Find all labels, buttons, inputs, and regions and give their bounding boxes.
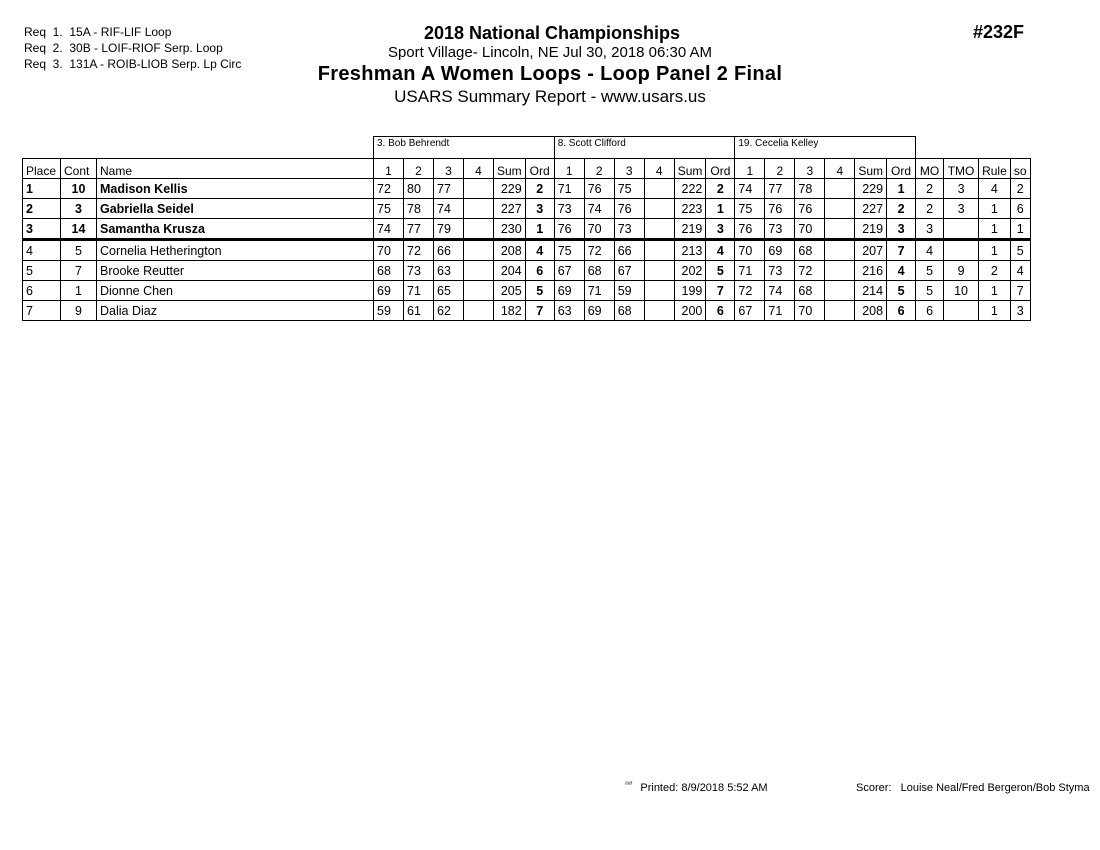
result-row <box>23 240 1031 261</box>
score-cell <box>464 240 494 261</box>
ordinal-cell: 4 <box>706 240 735 261</box>
score-cell: 76 <box>614 199 644 219</box>
score-cell: 72 <box>735 281 765 301</box>
score-cell: 72 <box>374 179 404 199</box>
score-cell <box>944 301 979 321</box>
score-cell: 1 <box>979 199 1011 219</box>
ordinal-cell: 5 <box>525 281 554 301</box>
results-table <box>22 136 1031 321</box>
sum-cell: 219 <box>855 219 887 240</box>
column-header: Rule <box>979 159 1011 179</box>
judge-name: 8. Scott Clifford <box>554 137 735 159</box>
ordinal-cell: 3 <box>525 199 554 219</box>
score-cell: 74 <box>735 179 765 199</box>
column-header: Name <box>97 159 374 179</box>
score-cell: 5 <box>916 261 944 281</box>
score-cell: 69 <box>584 301 614 321</box>
score-cell: 70 <box>795 219 825 240</box>
score-cell <box>825 199 855 219</box>
score-cell: 5 <box>916 281 944 301</box>
report-mark: ²³²ᶠ <box>625 782 633 788</box>
skater-name: Brooke Reutter <box>97 261 374 281</box>
score-cell: 1 <box>979 281 1011 301</box>
column-header: Sum <box>494 159 526 179</box>
score-cell: 71 <box>735 261 765 281</box>
contestant-cell: 1 <box>61 281 97 301</box>
sum-cell: 222 <box>674 179 706 199</box>
contestant-cell: 7 <box>61 261 97 281</box>
sum-cell: 227 <box>855 199 887 219</box>
score-cell: 77 <box>404 219 434 240</box>
score-cell: 69 <box>554 281 584 301</box>
column-header: TMO <box>944 159 979 179</box>
score-cell: 70 <box>795 301 825 321</box>
score-cell: 68 <box>614 301 644 321</box>
score-cell: 69 <box>765 240 795 261</box>
score-cell: 3 <box>916 219 944 240</box>
score-cell <box>464 301 494 321</box>
ordinal-cell: 4 <box>525 240 554 261</box>
score-cell: 63 <box>434 261 464 281</box>
score-cell <box>464 179 494 199</box>
score-cell <box>825 240 855 261</box>
column-header: 4 <box>464 159 494 179</box>
score-cell: 74 <box>374 219 404 240</box>
column-header: 4 <box>825 159 855 179</box>
column-header: 1 <box>735 159 765 179</box>
result-row <box>23 179 1031 199</box>
score-cell <box>944 219 979 240</box>
score-cell: 61 <box>404 301 434 321</box>
score-cell: 68 <box>795 281 825 301</box>
score-cell <box>644 240 674 261</box>
place-cell: 6 <box>23 281 61 301</box>
ordinal-cell: 2 <box>887 199 916 219</box>
score-cell: 59 <box>614 281 644 301</box>
score-cell <box>825 301 855 321</box>
venue-datetime: Sport Village- Lincoln, NE Jul 30, 2018 06:30 AM <box>387 44 713 61</box>
score-cell: 4 <box>916 240 944 261</box>
column-header: 4 <box>644 159 674 179</box>
score-cell: 76 <box>795 199 825 219</box>
score-cell: 74 <box>434 199 464 219</box>
skater-name: Cornelia Hetherington <box>97 240 374 261</box>
result-row <box>23 199 1031 219</box>
score-cell: 71 <box>765 301 795 321</box>
result-row <box>23 301 1031 321</box>
place-cell: 7 <box>23 301 61 321</box>
score-cell: 70 <box>374 240 404 261</box>
score-cell: 63 <box>554 301 584 321</box>
column-header: Ord <box>706 159 735 179</box>
score-cell: 75 <box>554 240 584 261</box>
column-header: 3 <box>434 159 464 179</box>
skater-name: Gabriella Seidel <box>97 199 374 219</box>
score-cell: 73 <box>765 261 795 281</box>
score-cell: 76 <box>735 219 765 240</box>
ordinal-cell: 2 <box>525 179 554 199</box>
judge-header-spacer <box>916 137 1031 159</box>
ordinal-cell: 5 <box>706 261 735 281</box>
column-header: so <box>1010 159 1030 179</box>
result-row <box>23 281 1031 301</box>
ordinal-cell: 7 <box>887 240 916 261</box>
score-cell <box>944 240 979 261</box>
ordinal-cell: 2 <box>706 179 735 199</box>
score-cell: 6 <box>1010 199 1030 219</box>
score-cell: 7 <box>1010 281 1030 301</box>
column-header: 3 <box>795 159 825 179</box>
sum-cell: 229 <box>855 179 887 199</box>
place-cell: 2 <box>23 199 61 219</box>
score-cell: 5 <box>1010 240 1030 261</box>
score-cell: 4 <box>979 179 1011 199</box>
skater-name: Dalia Diaz <box>97 301 374 321</box>
score-cell: 70 <box>735 240 765 261</box>
sum-cell: 202 <box>674 261 706 281</box>
score-cell <box>644 199 674 219</box>
score-cell: 67 <box>614 261 644 281</box>
score-cell: 77 <box>765 179 795 199</box>
ordinal-cell: 7 <box>706 281 735 301</box>
score-cell <box>644 179 674 199</box>
contestant-cell: 9 <box>61 301 97 321</box>
column-header-row <box>23 159 1031 179</box>
ordinal-cell: 3 <box>706 219 735 240</box>
score-cell <box>825 281 855 301</box>
score-cell: 2 <box>1010 179 1030 199</box>
score-cell: 65 <box>434 281 464 301</box>
ordinal-cell: 6 <box>706 301 735 321</box>
score-cell: 4 <box>1010 261 1030 281</box>
score-cell <box>644 301 674 321</box>
score-cell: 70 <box>584 219 614 240</box>
contestant-cell: 14 <box>61 219 97 240</box>
score-cell: 2 <box>979 261 1011 281</box>
score-cell <box>464 219 494 240</box>
judge-header-spacer <box>23 137 374 159</box>
score-cell: 67 <box>554 261 584 281</box>
scorer-list: Scorer: Louise Neal/Fred Bergeron/Bob Styma <box>856 782 1090 794</box>
score-cell: 74 <box>584 199 614 219</box>
score-cell: 71 <box>554 179 584 199</box>
score-cell: 77 <box>434 179 464 199</box>
score-cell: 73 <box>614 219 644 240</box>
place-cell: 1 <box>23 179 61 199</box>
report-id: #232F <box>972 22 1024 42</box>
sum-cell: 208 <box>494 240 526 261</box>
column-header: MO <box>916 159 944 179</box>
result-row <box>23 219 1031 240</box>
requirement-3: Req 3. 131A - ROIB-LIOB Serp. Lp Circ <box>24 57 242 71</box>
score-cell <box>644 261 674 281</box>
report-header <box>0 22 1100 108</box>
competition-title: Freshman A Women Loops - Loop Panel 2 Final <box>317 63 783 85</box>
ordinal-cell: 3 <box>887 219 916 240</box>
skater-name: Madison Kellis <box>97 179 374 199</box>
ordinal-cell: 5 <box>887 281 916 301</box>
sum-cell: 207 <box>855 240 887 261</box>
score-cell: 10 <box>944 281 979 301</box>
ordinal-cell: 1 <box>525 219 554 240</box>
score-cell: 71 <box>584 281 614 301</box>
score-cell: 66 <box>614 240 644 261</box>
event-name: 2018 National Championships <box>423 23 681 43</box>
score-cell: 59 <box>374 301 404 321</box>
column-header: Ord <box>887 159 916 179</box>
report-name: USARS Summary Report - www.usars.us <box>394 87 706 106</box>
ordinal-cell: 6 <box>525 261 554 281</box>
requirement-2: Req 2. 30B - LOIF-RIOF Serp. Loop <box>24 41 223 55</box>
skater-name: Dionne Chen <box>97 281 374 301</box>
score-cell: 2 <box>916 199 944 219</box>
score-cell: 73 <box>765 219 795 240</box>
score-cell: 69 <box>374 281 404 301</box>
score-cell: 79 <box>434 219 464 240</box>
sum-cell: 230 <box>494 219 526 240</box>
score-cell: 76 <box>554 219 584 240</box>
score-cell: 1 <box>979 240 1011 261</box>
skater-name: Samantha Krusza <box>97 219 374 240</box>
score-cell: 6 <box>916 301 944 321</box>
score-cell: 66 <box>434 240 464 261</box>
sum-cell: 208 <box>855 301 887 321</box>
score-cell: 74 <box>765 281 795 301</box>
score-cell: 3 <box>944 199 979 219</box>
sum-cell: 199 <box>674 281 706 301</box>
score-cell: 67 <box>735 301 765 321</box>
column-header: 2 <box>584 159 614 179</box>
sum-cell: 205 <box>494 281 526 301</box>
judge-name: 3. Bob Behrendt <box>374 137 555 159</box>
score-cell: 80 <box>404 179 434 199</box>
score-cell <box>825 261 855 281</box>
score-cell <box>825 219 855 240</box>
score-cell: 75 <box>374 199 404 219</box>
judge-name: 19. Cecelia Kelley <box>735 137 916 159</box>
ordinal-cell: 4 <box>887 261 916 281</box>
score-cell: 3 <box>944 179 979 199</box>
score-cell: 1 <box>1010 219 1030 240</box>
ordinal-cell: 7 <box>525 301 554 321</box>
score-cell: 9 <box>944 261 979 281</box>
score-cell: 76 <box>765 199 795 219</box>
sum-cell: 214 <box>855 281 887 301</box>
contestant-cell: 5 <box>61 240 97 261</box>
score-cell: 3 <box>1010 301 1030 321</box>
score-cell: 68 <box>584 261 614 281</box>
sum-cell: 200 <box>674 301 706 321</box>
score-cell: 72 <box>795 261 825 281</box>
score-cell: 2 <box>916 179 944 199</box>
score-cell: 68 <box>795 240 825 261</box>
result-row <box>23 261 1031 281</box>
score-cell <box>464 281 494 301</box>
contestant-cell: 10 <box>61 179 97 199</box>
score-cell: 73 <box>554 199 584 219</box>
sum-cell: 229 <box>494 179 526 199</box>
ordinal-cell: 6 <box>887 301 916 321</box>
score-cell: 62 <box>434 301 464 321</box>
sum-cell: 223 <box>674 199 706 219</box>
column-header: 1 <box>374 159 404 179</box>
score-cell <box>644 281 674 301</box>
sum-cell: 182 <box>494 301 526 321</box>
ordinal-cell: 1 <box>887 179 916 199</box>
column-header: 2 <box>404 159 434 179</box>
score-cell: 72 <box>584 240 614 261</box>
sum-cell: 213 <box>674 240 706 261</box>
score-cell: 75 <box>614 179 644 199</box>
column-header: Cont <box>61 159 97 179</box>
score-cell <box>464 261 494 281</box>
column-header: Sum <box>674 159 706 179</box>
printed-timestamp <box>625 782 768 794</box>
score-cell <box>825 179 855 199</box>
score-cell: 68 <box>374 261 404 281</box>
score-cell: 75 <box>735 199 765 219</box>
place-cell: 4 <box>23 240 61 261</box>
column-header: 2 <box>765 159 795 179</box>
requirement-1: Req 1. 15A - RIF-LIF Loop <box>24 25 172 39</box>
score-cell: 78 <box>795 179 825 199</box>
sum-cell: 219 <box>674 219 706 240</box>
score-cell <box>464 199 494 219</box>
sum-cell: 216 <box>855 261 887 281</box>
score-cell: 71 <box>404 281 434 301</box>
judge-header-row <box>23 137 1031 159</box>
score-cell: 1 <box>979 301 1011 321</box>
place-cell: 3 <box>23 219 61 240</box>
column-header: Place <box>23 159 61 179</box>
score-cell: 73 <box>404 261 434 281</box>
ordinal-cell: 1 <box>706 199 735 219</box>
sum-cell: 227 <box>494 199 526 219</box>
score-cell: 78 <box>404 199 434 219</box>
score-cell <box>644 219 674 240</box>
score-cell: 76 <box>584 179 614 199</box>
score-cell: 1 <box>979 219 1011 240</box>
score-cell: 72 <box>404 240 434 261</box>
sum-cell: 204 <box>494 261 526 281</box>
printed-text: Printed: 8/9/2018 5:52 AM <box>640 782 768 794</box>
column-header: 1 <box>554 159 584 179</box>
place-cell: 5 <box>23 261 61 281</box>
column-header: 3 <box>614 159 644 179</box>
column-header: Ord <box>525 159 554 179</box>
contestant-cell: 3 <box>61 199 97 219</box>
column-header: Sum <box>855 159 887 179</box>
